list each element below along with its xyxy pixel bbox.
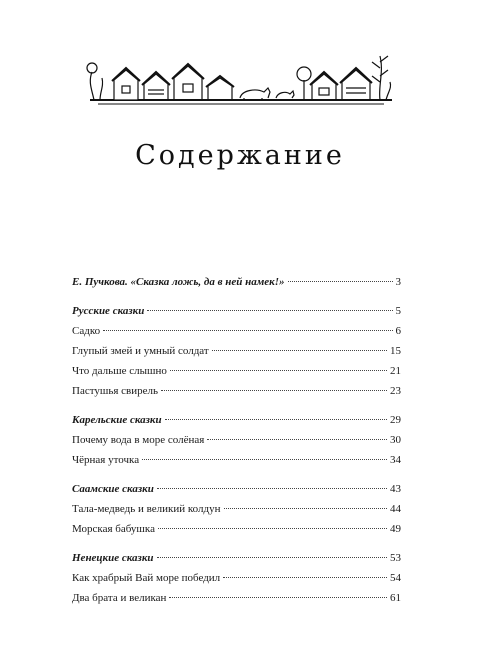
toc-entry-title: Глупый змей и умный солдат [72, 345, 209, 357]
toc-page-number: 6 [395, 325, 401, 337]
toc-page-number: 15 [390, 345, 401, 357]
toc-entry-title: Что дальше слышно [72, 365, 167, 377]
toc-entry[interactable] [72, 341, 401, 361]
toc-page-number: 61 [390, 592, 401, 604]
dot-leader [157, 557, 387, 558]
toc-section-title: Русские сказки [72, 305, 145, 317]
toc-page-number: 5 [395, 305, 401, 317]
toc-entry[interactable] [72, 430, 401, 450]
toc-entry-title: Как храбрый Вай море победил [72, 572, 221, 584]
dot-leader [212, 350, 387, 351]
toc-entry-title: Два брата и великан [72, 592, 167, 604]
dot-leader [158, 528, 387, 529]
dot-leader [169, 597, 387, 598]
toc-entry-title: Почему вода в море солёная [72, 434, 205, 446]
toc-entry-title: Морская бабушка [72, 523, 155, 535]
toc-section-heading[interactable] [72, 301, 401, 321]
toc-entry[interactable] [72, 361, 401, 381]
toc-entry[interactable] [72, 519, 401, 539]
dot-leader [224, 508, 388, 509]
toc-page-number: 3 [395, 276, 401, 288]
toc-entry-title: Е. Пучкова. «Сказка ложь, да в ней намек!» [72, 276, 285, 288]
toc-page-number: 29 [390, 414, 401, 426]
dot-leader [223, 577, 387, 578]
toc-page-number: 49 [390, 523, 401, 535]
page-title: Содержание [135, 140, 345, 171]
toc-entry[interactable] [72, 381, 401, 401]
toc-page-number: 54 [390, 572, 401, 584]
dot-leader [165, 419, 387, 420]
dot-leader [207, 439, 387, 440]
toc-section-title: Ненецкие сказки [72, 552, 154, 564]
toc-entry[interactable] [72, 450, 401, 470]
toc-entry[interactable] [72, 499, 401, 519]
toc-entry[interactable] [72, 568, 401, 588]
dot-leader [170, 370, 387, 371]
toc-entry-title: Тала-медведь и великий колдун [72, 503, 221, 515]
dot-leader [161, 390, 387, 391]
toc-page-number: 53 [390, 552, 401, 564]
toc-entry-title: Пастушья свирель [72, 385, 159, 397]
toc-section-heading[interactable] [72, 479, 401, 499]
toc-page-number: 43 [390, 483, 401, 495]
toc-preface-row[interactable] [72, 272, 401, 292]
toc-entry[interactable] [72, 321, 401, 341]
toc-section-title: Карельские сказки [72, 414, 162, 426]
dot-leader [103, 330, 392, 331]
dot-leader [147, 310, 392, 311]
toc-page-number: 30 [390, 434, 401, 446]
toc-page-number: 44 [390, 503, 401, 515]
toc-page-number: 34 [390, 454, 401, 466]
toc-entry-title: Садко [72, 325, 101, 337]
dot-leader [142, 459, 387, 460]
toc-entry[interactable] [72, 588, 401, 608]
dot-leader [288, 281, 393, 282]
toc-section-heading[interactable] [72, 410, 401, 430]
toc-page-number: 21 [390, 365, 401, 377]
village-illustration [80, 42, 400, 114]
toc-entry-title: Чёрная уточка [72, 454, 140, 466]
toc-section-heading[interactable] [72, 548, 401, 568]
dot-leader [157, 488, 387, 489]
toc-section-title: Саамские сказки [72, 483, 154, 495]
toc-page-number: 23 [390, 385, 401, 397]
table-of-contents [72, 272, 401, 608]
